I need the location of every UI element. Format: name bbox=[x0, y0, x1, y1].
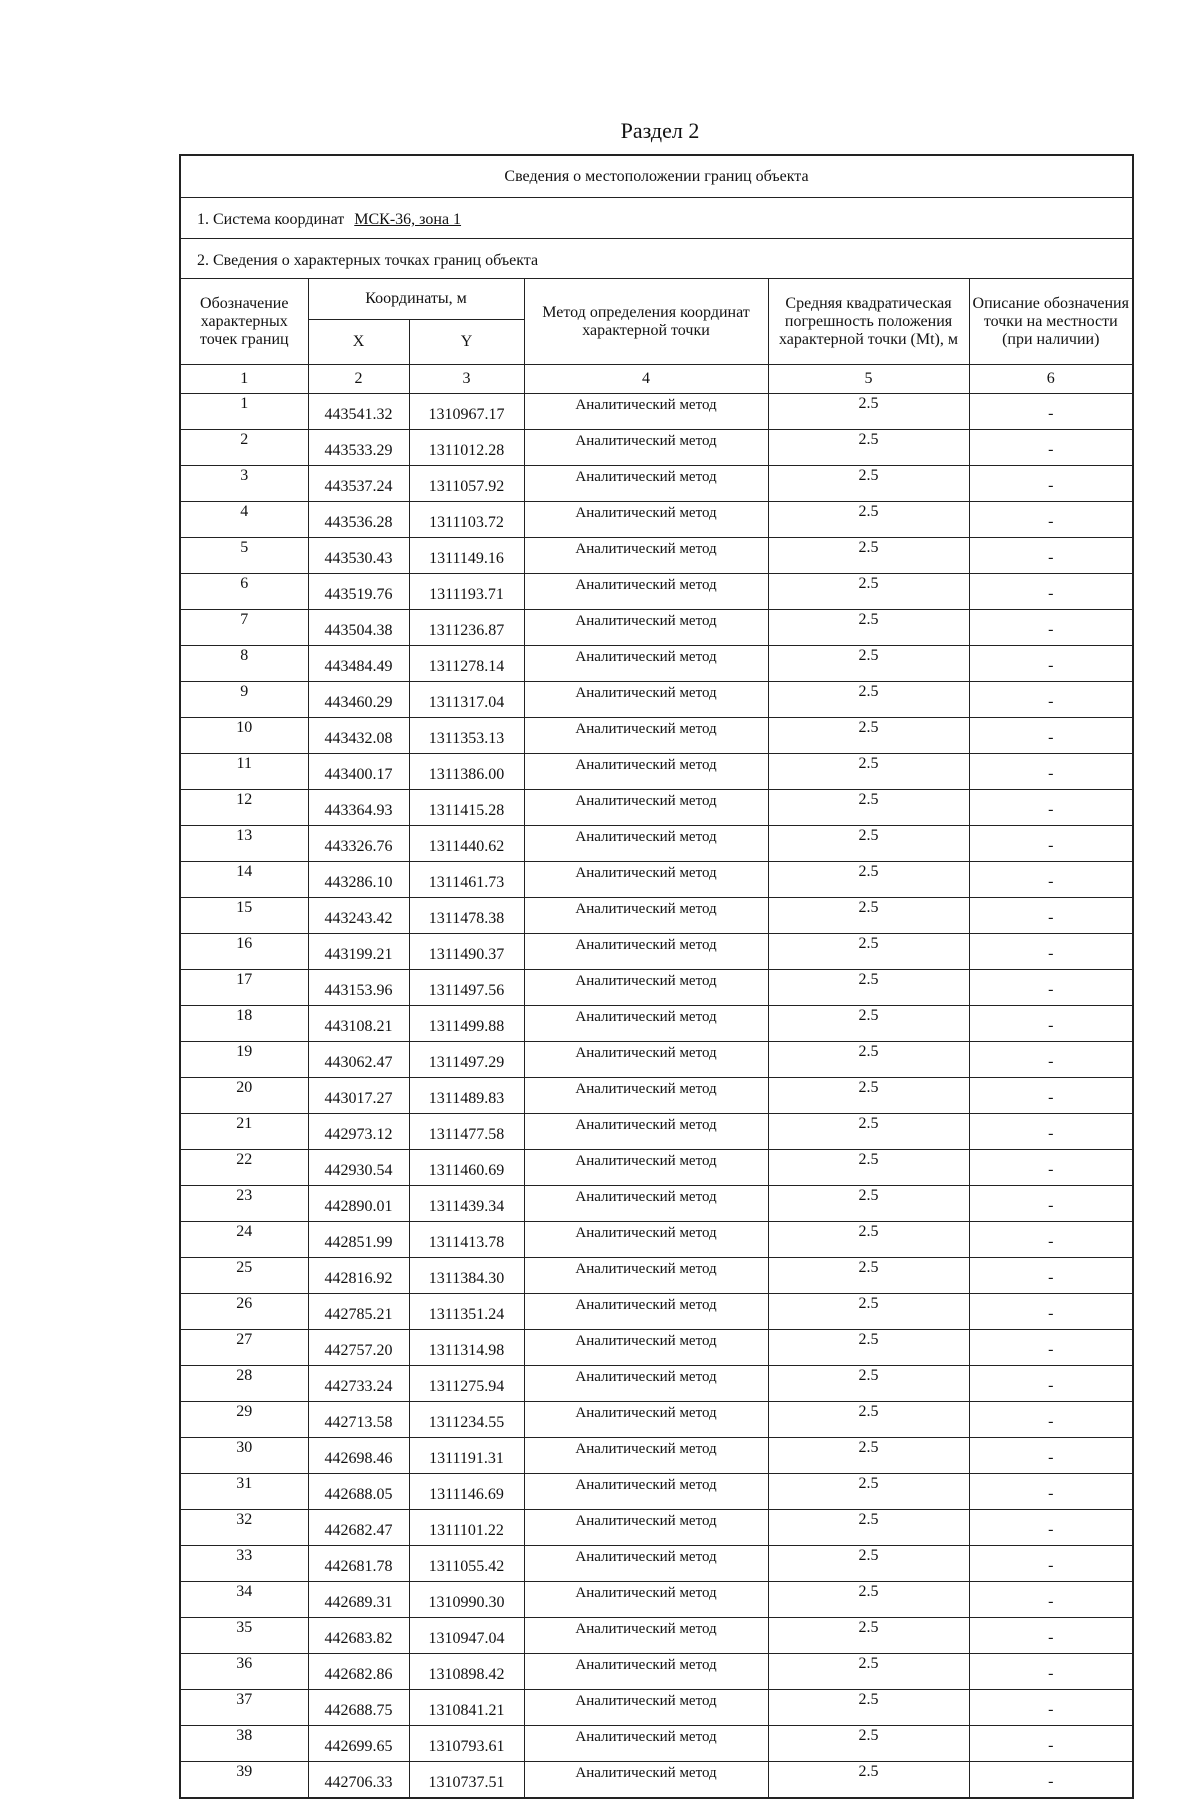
table-row bbox=[181, 754, 1132, 790]
method-cell: Аналитический метод bbox=[524, 1546, 768, 1582]
error-cell: 2.5 bbox=[768, 1186, 969, 1222]
method-cell: Аналитический метод bbox=[524, 862, 768, 898]
y-coordinate-cell: 1311101.22 bbox=[409, 1510, 524, 1546]
method-cell: Аналитический метод bbox=[524, 1618, 768, 1654]
table-row bbox=[181, 1726, 1132, 1762]
description-cell: - bbox=[969, 1330, 1132, 1366]
point-number-cell: 4 bbox=[181, 502, 308, 538]
point-number-cell: 39 bbox=[181, 1762, 308, 1798]
x-coordinate-cell: 443400.17 bbox=[308, 754, 409, 790]
error-cell: 2.5 bbox=[768, 1474, 969, 1510]
method-cell: Аналитический метод bbox=[524, 970, 768, 1006]
description-cell: - bbox=[969, 466, 1132, 502]
error-cell: 2.5 bbox=[768, 1546, 969, 1582]
y-coordinate-cell: 1311191.31 bbox=[409, 1438, 524, 1474]
point-number-cell: 32 bbox=[181, 1510, 308, 1546]
y-coordinate-cell: 1311275.94 bbox=[409, 1366, 524, 1402]
y-coordinate-cell: 1310947.04 bbox=[409, 1618, 524, 1654]
error-cell: 2.5 bbox=[768, 1294, 969, 1330]
table-row bbox=[181, 646, 1132, 682]
x-coordinate-cell: 443519.76 bbox=[308, 574, 409, 610]
y-coordinate-cell: 1310990.30 bbox=[409, 1582, 524, 1618]
error-cell: 2.5 bbox=[768, 754, 969, 790]
method-cell: Аналитический метод bbox=[524, 1582, 768, 1618]
coordinate-system-value: МСК-36, зона 1 bbox=[354, 211, 462, 228]
error-cell: 2.5 bbox=[768, 1258, 969, 1294]
point-number-cell: 21 bbox=[181, 1114, 308, 1150]
y-coordinate-cell: 1310898.42 bbox=[409, 1654, 524, 1690]
point-number-cell: 23 bbox=[181, 1186, 308, 1222]
y-coordinate-cell: 1311103.72 bbox=[409, 502, 524, 538]
error-cell: 2.5 bbox=[768, 466, 969, 502]
table-row bbox=[181, 574, 1132, 610]
table-row bbox=[181, 1474, 1132, 1510]
x-coordinate-cell: 442681.78 bbox=[308, 1546, 409, 1582]
point-number-cell: 12 bbox=[181, 790, 308, 826]
x-coordinate-cell: 443199.21 bbox=[308, 934, 409, 970]
col-number: 2 bbox=[308, 365, 409, 394]
description-cell: - bbox=[969, 574, 1132, 610]
description-cell: - bbox=[969, 1726, 1132, 1762]
description-cell: - bbox=[969, 1366, 1132, 1402]
table-row bbox=[181, 790, 1132, 826]
y-coordinate-cell: 1311057.92 bbox=[409, 466, 524, 502]
error-cell: 2.5 bbox=[768, 826, 969, 862]
point-number-cell: 5 bbox=[181, 538, 308, 574]
y-coordinate-cell: 1311461.73 bbox=[409, 862, 524, 898]
table-row bbox=[181, 1762, 1132, 1798]
error-cell: 2.5 bbox=[768, 790, 969, 826]
error-cell: 2.5 bbox=[768, 1582, 969, 1618]
table-row bbox=[181, 1186, 1132, 1222]
point-number-cell: 33 bbox=[181, 1546, 308, 1582]
table-row bbox=[181, 970, 1132, 1006]
point-number-cell: 19 bbox=[181, 1042, 308, 1078]
error-cell: 2.5 bbox=[768, 1330, 969, 1366]
table-row bbox=[181, 394, 1132, 430]
point-number-cell: 6 bbox=[181, 574, 308, 610]
description-cell: - bbox=[969, 1114, 1132, 1150]
x-coordinate-cell: 442698.46 bbox=[308, 1438, 409, 1474]
description-cell: - bbox=[969, 826, 1132, 862]
error-cell: 2.5 bbox=[768, 502, 969, 538]
point-number-cell: 14 bbox=[181, 862, 308, 898]
x-coordinate-cell: 442682.47 bbox=[308, 1510, 409, 1546]
description-cell: - bbox=[969, 502, 1132, 538]
x-coordinate-cell: 443536.28 bbox=[308, 502, 409, 538]
error-cell: 2.5 bbox=[768, 1654, 969, 1690]
description-cell: - bbox=[969, 1546, 1132, 1582]
y-coordinate-cell: 1311440.62 bbox=[409, 826, 524, 862]
error-cell: 2.5 bbox=[768, 1150, 969, 1186]
error-cell: 2.5 bbox=[768, 538, 969, 574]
table-row bbox=[181, 862, 1132, 898]
point-number-cell: 22 bbox=[181, 1150, 308, 1186]
error-cell: 2.5 bbox=[768, 718, 969, 754]
method-cell: Аналитический метод bbox=[524, 1762, 768, 1798]
method-cell: Аналитический метод bbox=[524, 1510, 768, 1546]
method-cell: Аналитический метод bbox=[524, 1438, 768, 1474]
method-cell: Аналитический метод bbox=[524, 1042, 768, 1078]
x-coordinate-cell: 442682.86 bbox=[308, 1654, 409, 1690]
point-number-cell: 1 bbox=[181, 394, 308, 430]
method-cell: Аналитический метод bbox=[524, 394, 768, 430]
y-coordinate-cell: 1311490.37 bbox=[409, 934, 524, 970]
point-number-cell: 24 bbox=[181, 1222, 308, 1258]
x-coordinate-cell: 443432.08 bbox=[308, 718, 409, 754]
coordinate-system-line bbox=[181, 198, 1132, 239]
point-number-cell: 17 bbox=[181, 970, 308, 1006]
x-coordinate-cell: 442706.33 bbox=[308, 1762, 409, 1798]
point-number-cell: 38 bbox=[181, 1726, 308, 1762]
point-number-cell: 13 bbox=[181, 826, 308, 862]
y-coordinate-cell: 1311413.78 bbox=[409, 1222, 524, 1258]
description-cell: - bbox=[969, 862, 1132, 898]
description-cell: - bbox=[969, 1294, 1132, 1330]
table-row bbox=[181, 430, 1132, 466]
y-coordinate-cell: 1310793.61 bbox=[409, 1726, 524, 1762]
table-row bbox=[181, 1042, 1132, 1078]
error-cell: 2.5 bbox=[768, 682, 969, 718]
table-row bbox=[181, 538, 1132, 574]
point-number-cell: 2 bbox=[181, 430, 308, 466]
y-coordinate-cell: 1311353.13 bbox=[409, 718, 524, 754]
x-coordinate-cell: 442733.24 bbox=[308, 1366, 409, 1402]
x-coordinate-cell: 442757.20 bbox=[308, 1330, 409, 1366]
method-cell: Аналитический метод bbox=[524, 1330, 768, 1366]
point-number-cell: 9 bbox=[181, 682, 308, 718]
x-coordinate-cell: 443460.29 bbox=[308, 682, 409, 718]
section-title: Раздел 2 bbox=[620, 118, 700, 143]
method-cell: Аналитический метод bbox=[524, 610, 768, 646]
error-cell: 2.5 bbox=[768, 1222, 969, 1258]
y-coordinate-cell: 1311193.71 bbox=[409, 574, 524, 610]
x-coordinate-cell: 442851.99 bbox=[308, 1222, 409, 1258]
y-coordinate-cell: 1311415.28 bbox=[409, 790, 524, 826]
col-number: 4 bbox=[524, 365, 768, 394]
x-coordinate-cell: 443326.76 bbox=[308, 826, 409, 862]
y-coordinate-cell: 1311478.38 bbox=[409, 898, 524, 934]
error-cell: 2.5 bbox=[768, 1042, 969, 1078]
col-header-x: X bbox=[308, 320, 409, 365]
method-cell: Аналитический метод bbox=[524, 754, 768, 790]
error-cell: 2.5 bbox=[768, 1618, 969, 1654]
point-number-cell: 36 bbox=[181, 1654, 308, 1690]
point-number-cell: 25 bbox=[181, 1258, 308, 1294]
col-number: 6 bbox=[969, 365, 1132, 394]
method-cell: Аналитический метод bbox=[524, 430, 768, 466]
method-cell: Аналитический метод bbox=[524, 1474, 768, 1510]
col-number: 5 bbox=[768, 365, 969, 394]
method-cell: Аналитический метод bbox=[524, 1114, 768, 1150]
description-cell: - bbox=[969, 970, 1132, 1006]
table-row bbox=[181, 1222, 1132, 1258]
error-cell: 2.5 bbox=[768, 862, 969, 898]
point-number-cell: 3 bbox=[181, 466, 308, 502]
table-row bbox=[181, 1618, 1132, 1654]
method-cell: Аналитический метод bbox=[524, 1186, 768, 1222]
table-row bbox=[181, 1654, 1132, 1690]
table-row bbox=[181, 1078, 1132, 1114]
col-header-coords: Координаты, м bbox=[308, 279, 524, 320]
method-cell: Аналитический метод bbox=[524, 646, 768, 682]
method-cell: Аналитический метод bbox=[524, 1258, 768, 1294]
col-header-error: Средняя квадратическая погрешность положения характерной точки (Mt), м bbox=[768, 279, 969, 365]
method-cell: Аналитический метод bbox=[524, 898, 768, 934]
y-coordinate-cell: 1311149.16 bbox=[409, 538, 524, 574]
y-coordinate-cell: 1311314.98 bbox=[409, 1330, 524, 1366]
method-cell: Аналитический метод bbox=[524, 574, 768, 610]
boundary-info-table bbox=[179, 154, 1134, 1799]
coordinate-system-label: 1. Система координат bbox=[197, 211, 345, 228]
description-cell: - bbox=[969, 1474, 1132, 1510]
point-number-cell: 28 bbox=[181, 1366, 308, 1402]
y-coordinate-cell: 1310967.17 bbox=[409, 394, 524, 430]
y-coordinate-cell: 1311497.56 bbox=[409, 970, 524, 1006]
y-coordinate-cell: 1311460.69 bbox=[409, 1150, 524, 1186]
point-number-cell: 26 bbox=[181, 1294, 308, 1330]
x-coordinate-cell: 443108.21 bbox=[308, 1006, 409, 1042]
y-coordinate-cell: 1311012.28 bbox=[409, 430, 524, 466]
points-table bbox=[181, 279, 1132, 1797]
description-cell: - bbox=[969, 1438, 1132, 1474]
point-number-cell: 16 bbox=[181, 934, 308, 970]
x-coordinate-cell: 443537.24 bbox=[308, 466, 409, 502]
x-coordinate-cell: 442890.01 bbox=[308, 1186, 409, 1222]
error-cell: 2.5 bbox=[768, 646, 969, 682]
x-coordinate-cell: 442713.58 bbox=[308, 1402, 409, 1438]
method-cell: Аналитический метод bbox=[524, 1366, 768, 1402]
method-cell: Аналитический метод bbox=[524, 790, 768, 826]
x-coordinate-cell: 443153.96 bbox=[308, 970, 409, 1006]
x-coordinate-cell: 443541.32 bbox=[308, 394, 409, 430]
table-row bbox=[181, 610, 1132, 646]
x-coordinate-cell: 443062.47 bbox=[308, 1042, 409, 1078]
points-heading: 2. Сведения о характерных точках границ объекта bbox=[181, 239, 1132, 279]
y-coordinate-cell: 1311234.55 bbox=[409, 1402, 524, 1438]
point-number-cell: 20 bbox=[181, 1078, 308, 1114]
y-coordinate-cell: 1310841.21 bbox=[409, 1690, 524, 1726]
table-row bbox=[181, 1546, 1132, 1582]
description-cell: - bbox=[969, 898, 1132, 934]
method-cell: Аналитический метод bbox=[524, 1654, 768, 1690]
description-cell: - bbox=[969, 1222, 1132, 1258]
x-coordinate-cell: 442689.31 bbox=[308, 1582, 409, 1618]
point-number-cell: 18 bbox=[181, 1006, 308, 1042]
table-row bbox=[181, 934, 1132, 970]
x-coordinate-cell: 443017.27 bbox=[308, 1078, 409, 1114]
table-row bbox=[181, 826, 1132, 862]
x-coordinate-cell: 442973.12 bbox=[308, 1114, 409, 1150]
y-coordinate-cell: 1311146.69 bbox=[409, 1474, 524, 1510]
x-coordinate-cell: 442683.82 bbox=[308, 1618, 409, 1654]
x-coordinate-cell: 442930.54 bbox=[308, 1150, 409, 1186]
description-cell: - bbox=[969, 1258, 1132, 1294]
y-coordinate-cell: 1311055.42 bbox=[409, 1546, 524, 1582]
method-cell: Аналитический метод bbox=[524, 1150, 768, 1186]
table-row bbox=[181, 1582, 1132, 1618]
description-cell: - bbox=[969, 1582, 1132, 1618]
method-cell: Аналитический метод bbox=[524, 1294, 768, 1330]
table-row bbox=[181, 898, 1132, 934]
method-cell: Аналитический метод bbox=[524, 1222, 768, 1258]
description-cell: - bbox=[969, 682, 1132, 718]
method-cell: Аналитический метод bbox=[524, 1078, 768, 1114]
description-cell: - bbox=[969, 1510, 1132, 1546]
y-coordinate-cell: 1311236.87 bbox=[409, 610, 524, 646]
table-row bbox=[181, 1294, 1132, 1330]
col-number: 3 bbox=[409, 365, 524, 394]
table-row bbox=[181, 502, 1132, 538]
error-cell: 2.5 bbox=[768, 934, 969, 970]
description-cell: - bbox=[969, 934, 1132, 970]
col-number: 1 bbox=[181, 365, 308, 394]
method-cell: Аналитический метод bbox=[524, 826, 768, 862]
col-header-method: Метод определения координат характерной точки bbox=[524, 279, 768, 365]
description-cell: - bbox=[969, 1042, 1132, 1078]
x-coordinate-cell: 443504.38 bbox=[308, 610, 409, 646]
error-cell: 2.5 bbox=[768, 610, 969, 646]
error-cell: 2.5 bbox=[768, 1690, 969, 1726]
table-title: Сведения о местоположении границ объекта bbox=[181, 156, 1132, 198]
error-cell: 2.5 bbox=[768, 970, 969, 1006]
col-header-point: Обозначение характерных точек границ bbox=[181, 279, 308, 365]
table-row bbox=[181, 1330, 1132, 1366]
point-number-cell: 10 bbox=[181, 718, 308, 754]
y-coordinate-cell: 1311497.29 bbox=[409, 1042, 524, 1078]
point-number-cell: 11 bbox=[181, 754, 308, 790]
method-cell: Аналитический метод bbox=[524, 718, 768, 754]
description-cell: - bbox=[969, 1150, 1132, 1186]
description-cell: - bbox=[969, 1762, 1132, 1798]
description-cell: - bbox=[969, 610, 1132, 646]
table-row bbox=[181, 1114, 1132, 1150]
x-coordinate-cell: 443533.29 bbox=[308, 430, 409, 466]
method-cell: Аналитический метод bbox=[524, 1402, 768, 1438]
error-cell: 2.5 bbox=[768, 1510, 969, 1546]
error-cell: 2.5 bbox=[768, 1006, 969, 1042]
method-cell: Аналитический метод bbox=[524, 1726, 768, 1762]
error-cell: 2.5 bbox=[768, 1762, 969, 1798]
point-number-cell: 30 bbox=[181, 1438, 308, 1474]
description-cell: - bbox=[969, 1402, 1132, 1438]
description-cell: - bbox=[969, 430, 1132, 466]
table-row bbox=[181, 1150, 1132, 1186]
description-cell: - bbox=[969, 538, 1132, 574]
x-coordinate-cell: 443364.93 bbox=[308, 790, 409, 826]
description-cell: - bbox=[969, 1006, 1132, 1042]
method-cell: Аналитический метод bbox=[524, 502, 768, 538]
x-coordinate-cell: 443286.10 bbox=[308, 862, 409, 898]
point-number-cell: 37 bbox=[181, 1690, 308, 1726]
x-coordinate-cell: 443484.49 bbox=[308, 646, 409, 682]
y-coordinate-cell: 1311477.58 bbox=[409, 1114, 524, 1150]
point-number-cell: 8 bbox=[181, 646, 308, 682]
x-coordinate-cell: 443243.42 bbox=[308, 898, 409, 934]
method-cell: Аналитический метод bbox=[524, 1690, 768, 1726]
point-number-cell: 15 bbox=[181, 898, 308, 934]
y-coordinate-cell: 1311439.34 bbox=[409, 1186, 524, 1222]
point-number-cell: 7 bbox=[181, 610, 308, 646]
col-header-y: Y bbox=[409, 320, 524, 365]
points-table-body bbox=[181, 394, 1132, 1798]
y-coordinate-cell: 1311489.83 bbox=[409, 1078, 524, 1114]
description-cell: - bbox=[969, 394, 1132, 430]
point-number-cell: 34 bbox=[181, 1582, 308, 1618]
error-cell: 2.5 bbox=[768, 898, 969, 934]
description-cell: - bbox=[969, 1186, 1132, 1222]
table-row bbox=[181, 466, 1132, 502]
description-cell: - bbox=[969, 790, 1132, 826]
table-row bbox=[181, 1258, 1132, 1294]
col-header-description: Описание обозначения точки на местности (при наличии) bbox=[969, 279, 1132, 365]
point-number-cell: 27 bbox=[181, 1330, 308, 1366]
method-cell: Аналитический метод bbox=[524, 538, 768, 574]
description-cell: - bbox=[969, 1078, 1132, 1114]
error-cell: 2.5 bbox=[768, 1078, 969, 1114]
y-coordinate-cell: 1311384.30 bbox=[409, 1258, 524, 1294]
method-cell: Аналитический метод bbox=[524, 466, 768, 502]
description-cell: - bbox=[969, 646, 1132, 682]
description-cell: - bbox=[969, 1618, 1132, 1654]
y-coordinate-cell: 1311386.00 bbox=[409, 754, 524, 790]
point-number-cell: 35 bbox=[181, 1618, 308, 1654]
table-row bbox=[181, 1438, 1132, 1474]
table-row bbox=[181, 1006, 1132, 1042]
x-coordinate-cell: 442785.21 bbox=[308, 1294, 409, 1330]
description-cell: - bbox=[969, 1690, 1132, 1726]
y-coordinate-cell: 1311499.88 bbox=[409, 1006, 524, 1042]
error-cell: 2.5 bbox=[768, 574, 969, 610]
error-cell: 2.5 bbox=[768, 1366, 969, 1402]
point-number-cell: 29 bbox=[181, 1402, 308, 1438]
x-coordinate-cell: 443530.43 bbox=[308, 538, 409, 574]
y-coordinate-cell: 1311278.14 bbox=[409, 646, 524, 682]
x-coordinate-cell: 442688.75 bbox=[308, 1690, 409, 1726]
description-cell: - bbox=[969, 754, 1132, 790]
error-cell: 2.5 bbox=[768, 1402, 969, 1438]
x-coordinate-cell: 442699.65 bbox=[308, 1726, 409, 1762]
table-row bbox=[181, 682, 1132, 718]
y-coordinate-cell: 1310737.51 bbox=[409, 1762, 524, 1798]
description-cell: - bbox=[969, 1654, 1132, 1690]
method-cell: Аналитический метод bbox=[524, 1006, 768, 1042]
y-coordinate-cell: 1311351.24 bbox=[409, 1294, 524, 1330]
error-cell: 2.5 bbox=[768, 1726, 969, 1762]
error-cell: 2.5 bbox=[768, 430, 969, 466]
table-row bbox=[181, 1366, 1132, 1402]
error-cell: 2.5 bbox=[768, 394, 969, 430]
method-cell: Аналитический метод bbox=[524, 682, 768, 718]
error-cell: 2.5 bbox=[768, 1114, 969, 1150]
table-row bbox=[181, 1690, 1132, 1726]
y-coordinate-cell: 1311317.04 bbox=[409, 682, 524, 718]
table-row bbox=[181, 1402, 1132, 1438]
point-number-cell: 31 bbox=[181, 1474, 308, 1510]
x-coordinate-cell: 442688.05 bbox=[308, 1474, 409, 1510]
description-cell: - bbox=[969, 718, 1132, 754]
x-coordinate-cell: 442816.92 bbox=[308, 1258, 409, 1294]
method-cell: Аналитический метод bbox=[524, 934, 768, 970]
error-cell: 2.5 bbox=[768, 1438, 969, 1474]
table-row bbox=[181, 1510, 1132, 1546]
table-row bbox=[181, 718, 1132, 754]
